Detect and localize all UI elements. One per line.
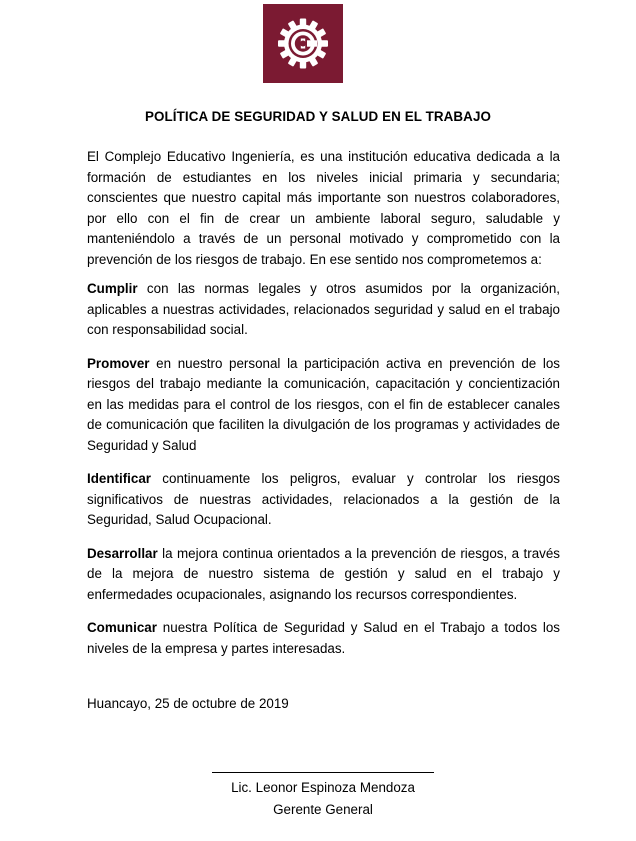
commitment-lead: Promover <box>87 355 150 371</box>
gear-logo-icon <box>263 4 343 83</box>
commitment-paragraph <box>87 469 560 531</box>
signatory-name: Lic. Leonor Espinoza Mendoza <box>231 780 415 795</box>
commitment-text: la mejora continua orientados a la prevención de riesgos, a través de la mejora de nuestro sistema de gestión y salud en el trabajo y enfermedades ocupacionales, asignando los recursos correspondientes. <box>87 545 560 602</box>
commitment-text: en nuestro personal la participación activa en prevención de los riesgos del trabajo mediante la comunicación, capacitación y concientización en las medidas para el control de los riesgos, con el fin de establecer canales de comunicación que faciliten la divulgación de los programas y actividades de Seguridad y Salud <box>87 355 560 453</box>
institution-logo <box>263 4 343 83</box>
commitment-paragraph <box>87 354 560 457</box>
signatory-role: Gerente General <box>273 802 373 817</box>
commitment-paragraph <box>87 279 560 341</box>
commitment-lead: Cumplir <box>87 281 138 296</box>
commitment-lead: Desarrollar <box>87 545 158 561</box>
signature-line <box>212 772 434 773</box>
commitment-paragraph <box>87 544 560 606</box>
document-title: POLÍTICA DE SEGURIDAD Y SALUD EN EL TRABAJO <box>144 109 492 124</box>
commitment-text: con las normas legales y otros asumidos por la organización, aplicables a nuestras actividades, relacionados seguridad y salud en el trabajo con responsabilidad social. <box>87 281 560 337</box>
commitment-lead: Identificar <box>87 471 151 486</box>
commitment-text: continuamente los peligros, evaluar y controlar los riesgos significativos de nuestras actividades, relacionados a la gestión de la Seguridad, Salud Ocupacional. <box>87 471 560 527</box>
commitment-paragraph <box>87 618 560 659</box>
commitment-text: nuestra Política de Seguridad y Salud en el Trabajo a todos los niveles de la empresa y partes interesadas. <box>87 620 560 656</box>
document-body <box>87 147 560 672</box>
place-date: Huancayo, 25 de octubre de 2019 <box>87 696 289 711</box>
commitment-lead: Comunicar <box>87 620 157 635</box>
intro-paragraph: El Complejo Educativo Ingeniería, es una institución educativa dedicada a la formación de estudiantes en los niveles inicial primaria y secundaria; conscientes que nuestro capital más importante son nuestros colaboradores, por ello con el fin de crear un ambiente laboral seguro, saludable y manteniéndolo a través de un personal motivado y comprometido con la prevención de los riesgos de trabajo. En ese sentido nos comprometemos a: <box>87 149 560 267</box>
